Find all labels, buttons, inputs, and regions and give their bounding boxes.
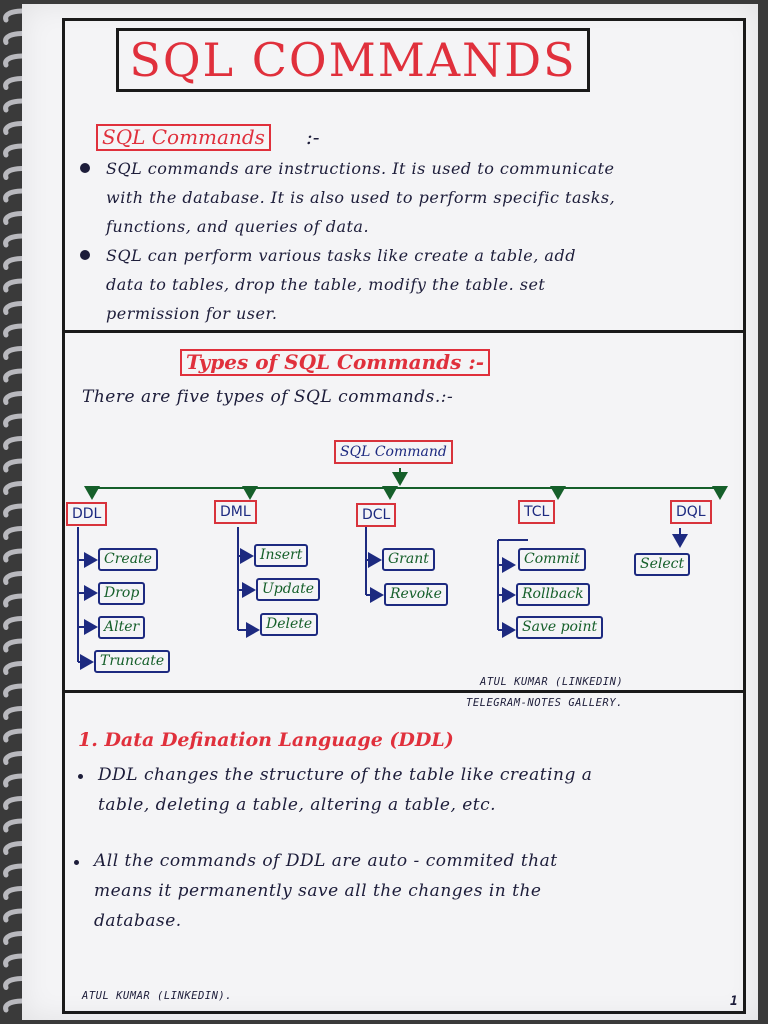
section3-bullet-2 — [94, 846, 558, 936]
tree-root-node: SQL Command — [334, 440, 453, 464]
footer-credit: ATUL KUMAR (LINKEDIN). — [82, 990, 233, 1002]
section1-heading-suffix: :- — [306, 125, 320, 149]
section2-intro: There are five types of SQL commands.:- — [82, 387, 454, 407]
section2-heading: Types of SQL Commands :- — [180, 349, 490, 376]
tree-leaf: Drop — [98, 582, 145, 605]
credit-line-1: ATUL KUMAR (LINKEDIN) — [480, 676, 624, 688]
tree-leaf: Create — [98, 548, 158, 571]
tree-leaf: Truncate — [94, 650, 170, 673]
tree-node-ddl: DDL — [66, 502, 107, 526]
tree-node-dcl: DCL — [356, 503, 396, 527]
bullet-icon — [80, 250, 90, 260]
section3-bullet-1 — [98, 760, 592, 820]
tree-leaf: Select — [634, 553, 690, 576]
bullet-icon — [78, 774, 83, 779]
text-line: table, deleting a table, altering a table, etc. — [98, 795, 497, 815]
page-number: 1 — [730, 994, 739, 1009]
section1-bullet-1 — [106, 154, 615, 241]
tree-leaf: Commit — [518, 548, 586, 571]
text-line: All the commands of DDL are auto - commited that — [94, 851, 558, 871]
tree-leaf: Alter — [98, 616, 145, 639]
tree-leaf: Update — [256, 578, 320, 601]
tree-node-dql: DQL — [670, 500, 712, 524]
bullet-icon — [80, 163, 90, 173]
text-line: permission for user. — [106, 304, 278, 323]
page-title: SQL COMMANDS — [129, 33, 577, 87]
text-line: SQL can perform various tasks like create a table, add — [106, 246, 576, 265]
text-line: data to tables, drop the table, modify the table. set — [106, 275, 546, 294]
tree-leaf: Rollback — [516, 583, 590, 606]
section-divider-2 — [62, 690, 746, 693]
tree-leaf: Grant — [382, 548, 435, 571]
section1-bullet-2 — [106, 241, 576, 328]
tree-leaf: Save point — [516, 616, 603, 639]
section1-heading: SQL Commands — [96, 124, 271, 151]
tree-leaf: Revoke — [384, 583, 448, 606]
text-line: database. — [94, 911, 182, 931]
bullet-icon — [74, 860, 79, 865]
text-line: with the database. It is also used to perform specific tasks, — [106, 188, 616, 207]
text-line: means it permanently save all the changes in the — [94, 881, 542, 901]
tree-leaf: Insert — [254, 544, 308, 567]
tree-node-tcl: TCL — [518, 500, 555, 524]
text-line: DDL changes the structure of the table like creating a — [98, 765, 593, 785]
section3-heading: 1. Data Defination Language (DDL) — [78, 729, 454, 751]
section-divider-1 — [62, 330, 746, 333]
page-title-box — [116, 28, 590, 92]
tree-leaf: Delete — [260, 613, 318, 636]
text-line: SQL commands are instructions. It is used to communicate — [106, 159, 615, 178]
text-line: functions, and queries of data. — [106, 217, 370, 236]
credit-line-2: TELEGRAM-NOTES GALLERY. — [466, 697, 623, 709]
tree-node-dml: DML — [214, 500, 257, 524]
